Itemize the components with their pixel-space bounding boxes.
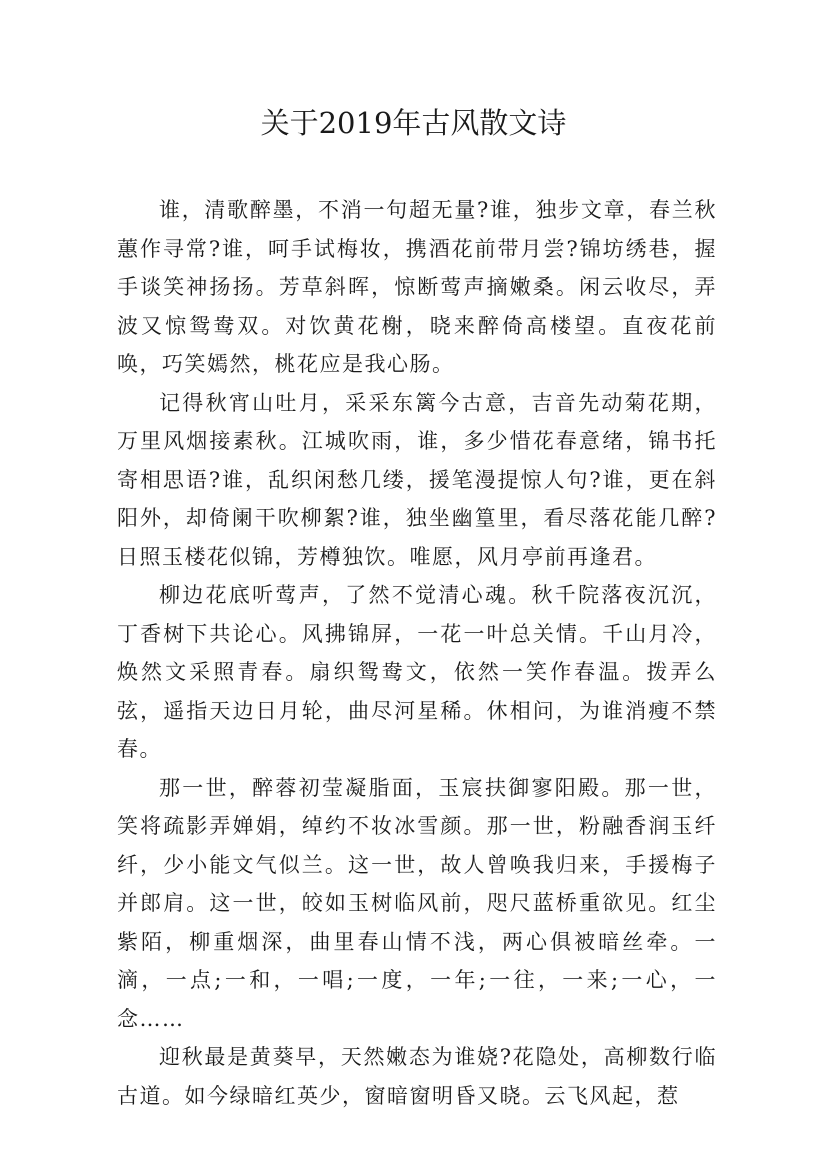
document-body <box>117 191 717 1115</box>
document-title: 关于2019年古风散文诗 <box>260 106 567 140</box>
paragraph: 谁，清歌醉墨，不消一句超无量?谁，独步文章，春兰秋蕙作寻常?谁，呵手试梅妆，携酒花前带月尝?锦坊绣巷，握手谈笑神扬扬。芳草斜晖，惊断莺声摘嫩桑。闲云收尽，弄波又惊鸳鸯双。对饮黄花榭，晓来醉倚高楼望。直夜花前唤，巧笑嫣然，桃花应是我心肠。 <box>117 198 717 376</box>
paragraph: 迎秋最是黄葵早，天然嫩态为谁娆?花隐处，高柳数行临古道。如今绿暗红英少，窗暗窗明昏又晓。云飞风起，惹 <box>117 1045 717 1108</box>
paragraph: 柳边花底听莺声，了然不觉清心魂。秋千院落夜沉沉，丁香树下共论心。风拂锦屏，一花一叶总关情。千山月冷，焕然文采照青春。扇织鸳鸯文，依然一笑作春温。拨弄么弦，遥指天边日月轮，曲尽河星稀。休相问，为谁消瘦不禁春。 <box>117 583 717 761</box>
paragraph: 那一世，醉蓉初莹凝脂面，玉宸扶御寥阳殿。那一世，笑将疏影弄婵娟，绰约不妆冰雪颜。那一世，粉融香润玉纤纤，少小能文气似兰。这一世，故人曾唤我归来，手援梅子并郎肩。这一世，皎如玉树临风前，咫尺蓝桥重欲见。红尘紫陌，柳重烟深，曲里春山情不浅，两心俱被暗丝牵。一滴，一点;一和，一唱;一度，一年;一往，一来;一心，一念…… <box>117 775 717 1031</box>
paragraph: 记得秋宵山吐月，采采东篱今古意，吉音先动菊花期，万里风烟接素秋。江城吹雨，谁，多少惜花春意绪，锦书托寄相思语?谁，乱织闲愁几缕，援笔漫提惊人句?谁，更在斜阳外，却倚阑干吹柳絮?谁，独坐幽篁里，看尽落花能几醉?日照玉楼花似锦，芳樽独饮。唯愿，风月亭前再逢君。 <box>117 390 717 569</box>
